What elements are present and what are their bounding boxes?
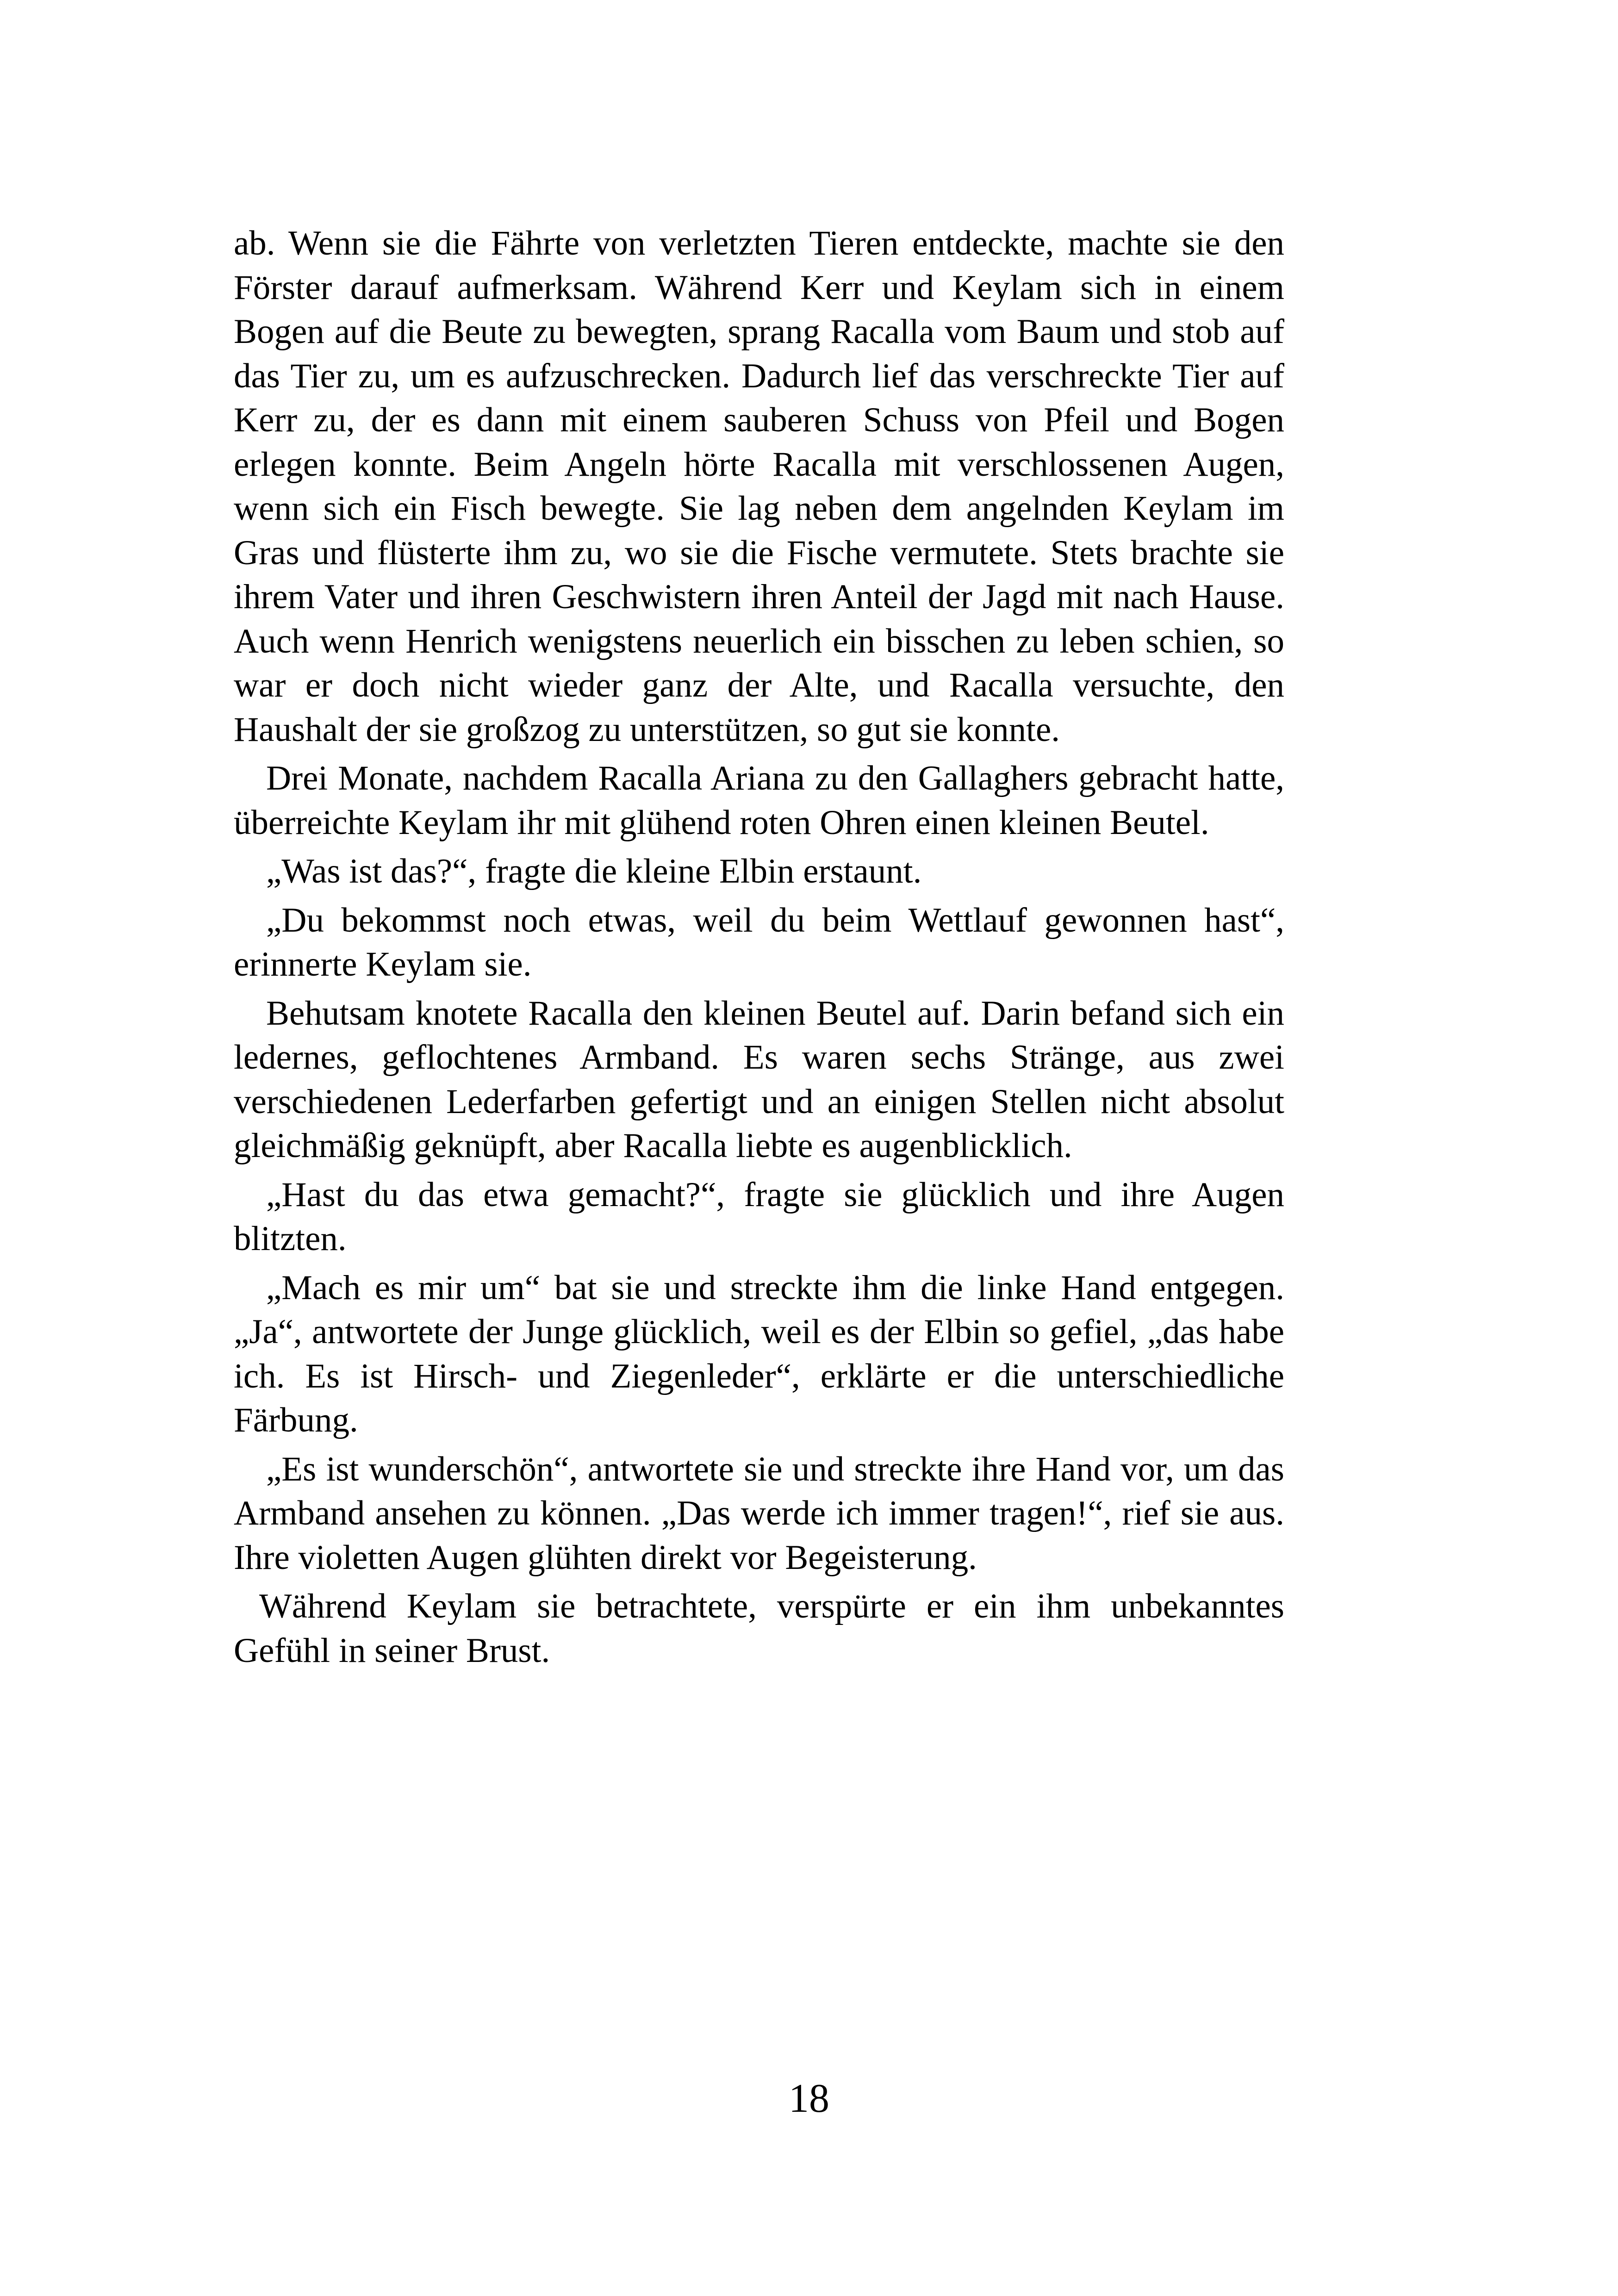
paragraph: ab. Wenn sie die Fährte von verletzten Tieren entdeckte, machte sie den Förster darauf aufmerksam. Während Kerr und Keylam sich in einem Bogen auf die Beute zu bewegten, sprang Racalla vom Baum und stob auf das Tier zu, um es aufzuschrecken. Dadurch lief das verschreckte Tier auf Kerr zu, der es dann mit einem sauberen Schuss von Pfeil und Bogen erlegen konnte. Beim Angeln hörte Racalla mit verschlossenen Augen, wenn sich ein Fisch bewegte. Sie lag neben dem angelnden Keylam im Gras und flüsterte ihm zu, wo sie die Fische vermutete. Stets brachte sie ihrem Vater und ihren Geschwistern ihren Anteil der Jagd mit nach Hause. Auch wenn Henrich wenigstens neuerlich ein bisschen zu leben schien, so war er doch nicht wieder ganz der Alte, und Racalla versuchte, den Haushalt der sie großzog zu unterstützen, so gut sie konnte.: [234, 224, 1284, 749]
paragraph: Drei Monate, nachdem Racalla Ariana zu den Gallaghers gebracht hatte, überreichte Keylam ihr mit glühend roten Ohren einen kleinen Beutel.: [234, 759, 1284, 842]
paragraph: „Hast du das etwa gemacht?“, fragte sie glücklich und ihre Augen blitzten.: [234, 1175, 1284, 1258]
paragraph: Behutsam knotete Racalla den kleinen Beutel auf. Darin befand sich ein ledernes, geflochtenes Armband. Es waren sechs Stränge, aus zwei verschiedenen Lederfarben gefertigt und an einigen Stellen nicht absolut gleichmäßig geknüpft, aber Racalla liebte es augenblicklich.: [234, 994, 1284, 1165]
paragraph: Während Keylam sie betrachtete, verspürte er ein ihm unbekanntes Gefühl in seiner Brust.: [234, 1587, 1284, 1670]
page-number: 18: [789, 2076, 829, 2121]
paragraph: „Mach es mir um“ bat sie und streckte ihm die linke Hand entgegen. „Ja“, antwortete der Junge glücklich, weil es der Elbin so gefiel, „das habe ich. Es ist Hirsch- und Ziegenleder“, erklärte er die unterschiedliche Färbung.: [234, 1268, 1284, 1439]
book-page-body: [234, 221, 1284, 1677]
paragraph: „Was ist das?“, fragte die kleine Elbin erstaunt.: [266, 852, 922, 890]
paragraph: „Du bekommst noch etwas, weil du beim Wettlauf gewonnen hast“, erinnerte Keylam sie.: [234, 901, 1284, 983]
paragraph: „Es ist wunderschön“, antwortete sie und streckte ihre Hand vor, um das Armband ansehen zu können. „Das werde ich immer tragen!“, rief sie aus. Ihre violetten Augen glühten direkt vor Begeisterung.: [234, 1450, 1284, 1577]
